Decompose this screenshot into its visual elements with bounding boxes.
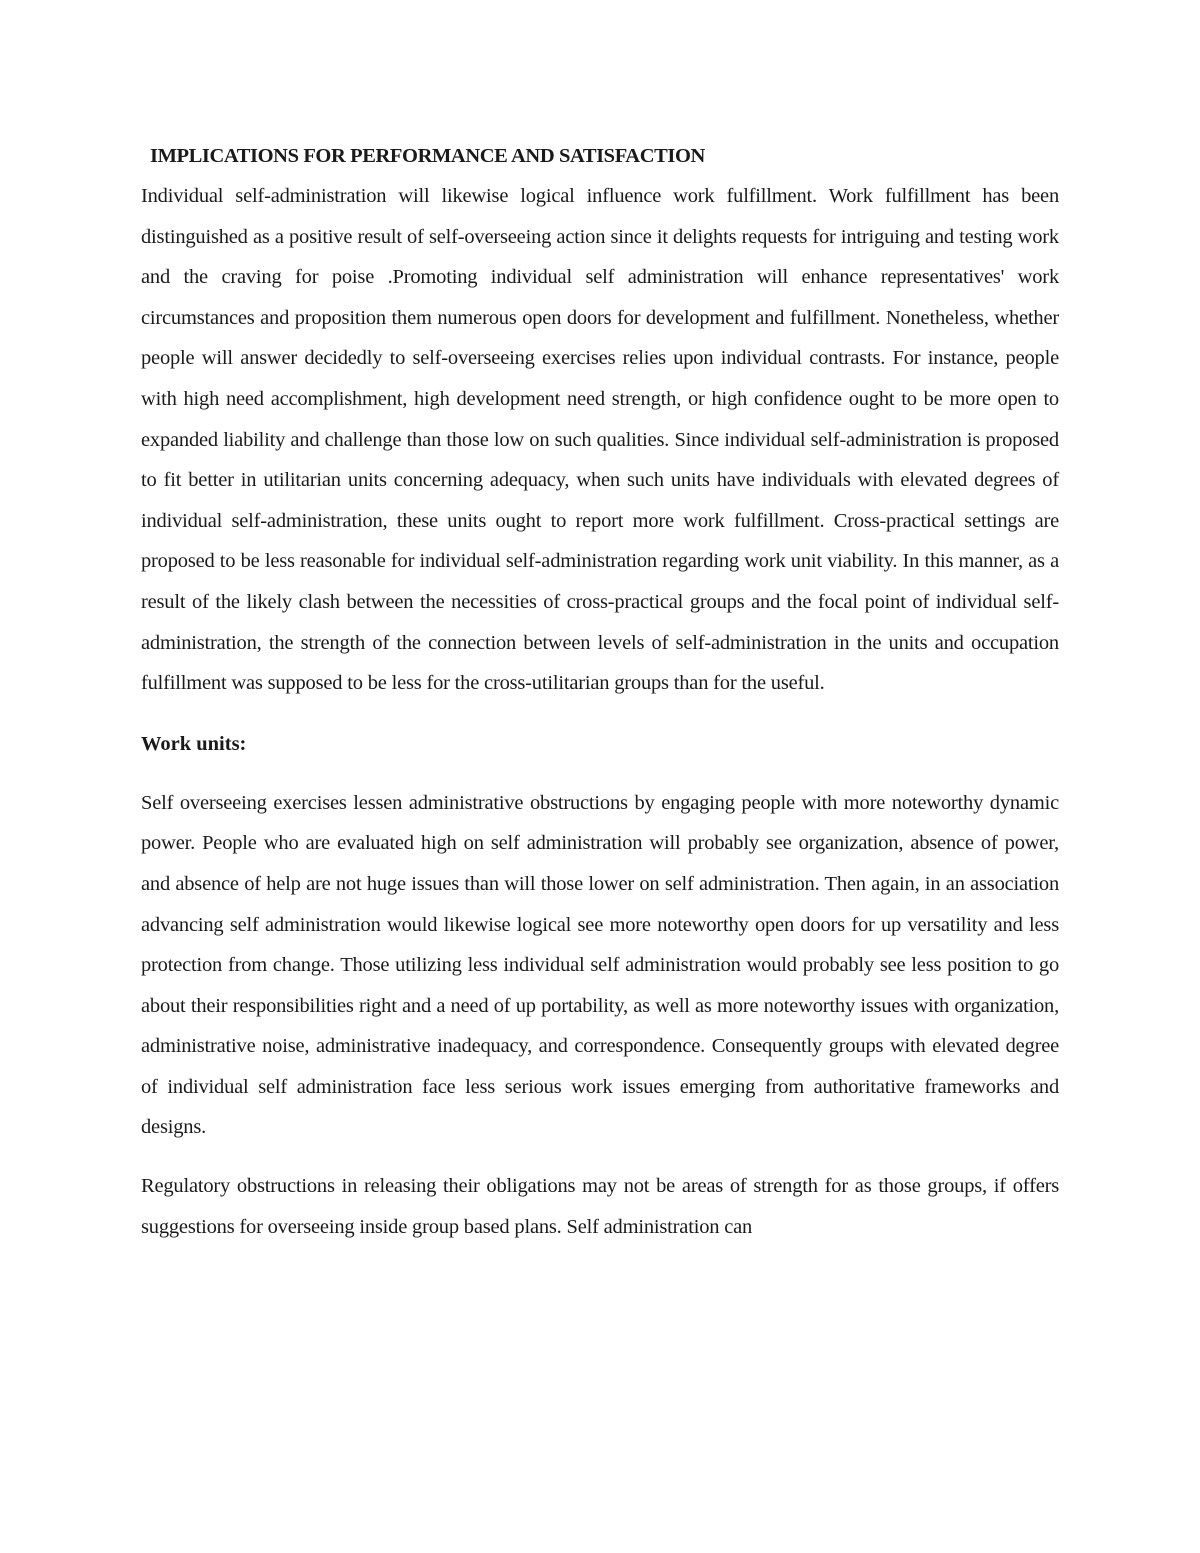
paragraph-implications: Individual self-administration will likewise logical influence work fulfillment. Work fulfillment has been distinguished as a positive result of self-overseeing action since it delights requests for intriguing and testing work and the craving for poise .Promoting individual self administration will enhance representatives' work circumstances and proposition them numerous open doors for development and fulfillment. Nonetheless, whether people will answer decidedly to self-overseeing exercises relies upon individual contrasts. For instance, people with high need accomplishment, high development need strength, or high confidence ought to be more open to expanded liability and challenge than those low on such qualities. Since individual self-administration is proposed to fit better in utilitarian units concerning adequacy, when such units have individuals with elevated degrees of individual self-administration, these units ought to report more work fulfillment. Cross-practical settings are proposed to be less reasonable for individual self-administration regarding work unit viability. In this manner, as a result of the likely clash between the necessities of cross-practical groups and the focal point of individual self-administration, the strength of the connection between levels of self-administration in the units and occupation fulfillment was supposed to be less for the cross-utilitarian groups than for the useful. (141, 185, 1059, 695)
paragraph-regulatory: Regulatory obstructions in releasing their obligations may not be areas of strength for as those groups, if offers suggestions for overseeing inside group based plans. Self administration can (141, 1175, 1059, 1238)
document-body (141, 136, 1059, 1247)
paragraph-work-units: Self overseeing exercises lessen administrative obstructions by engaging people with more noteworthy dynamic power. People who are evaluated high on self administration will probably see organization, absence of power, and absence of help are not huge issues than will those lower on self administration. Then again, in an association advancing self administration would likewise logical see more noteworthy open doors for up versatility and less protection from change. Those utilizing less individual self administration would probably see less position to go about their responsibilities right and a need of up portability, as well as more noteworthy issues with organization, administrative noise, administrative inadequacy, and correspondence. Consequently groups with elevated degree of individual self administration face less serious work issues emerging from authoritative frameworks and designs. (141, 791, 1059, 1139)
document-title: IMPLICATIONS FOR PERFORMANCE AND SATISFACTION (150, 145, 705, 167)
section-heading-work-units: Work units: (141, 732, 247, 755)
